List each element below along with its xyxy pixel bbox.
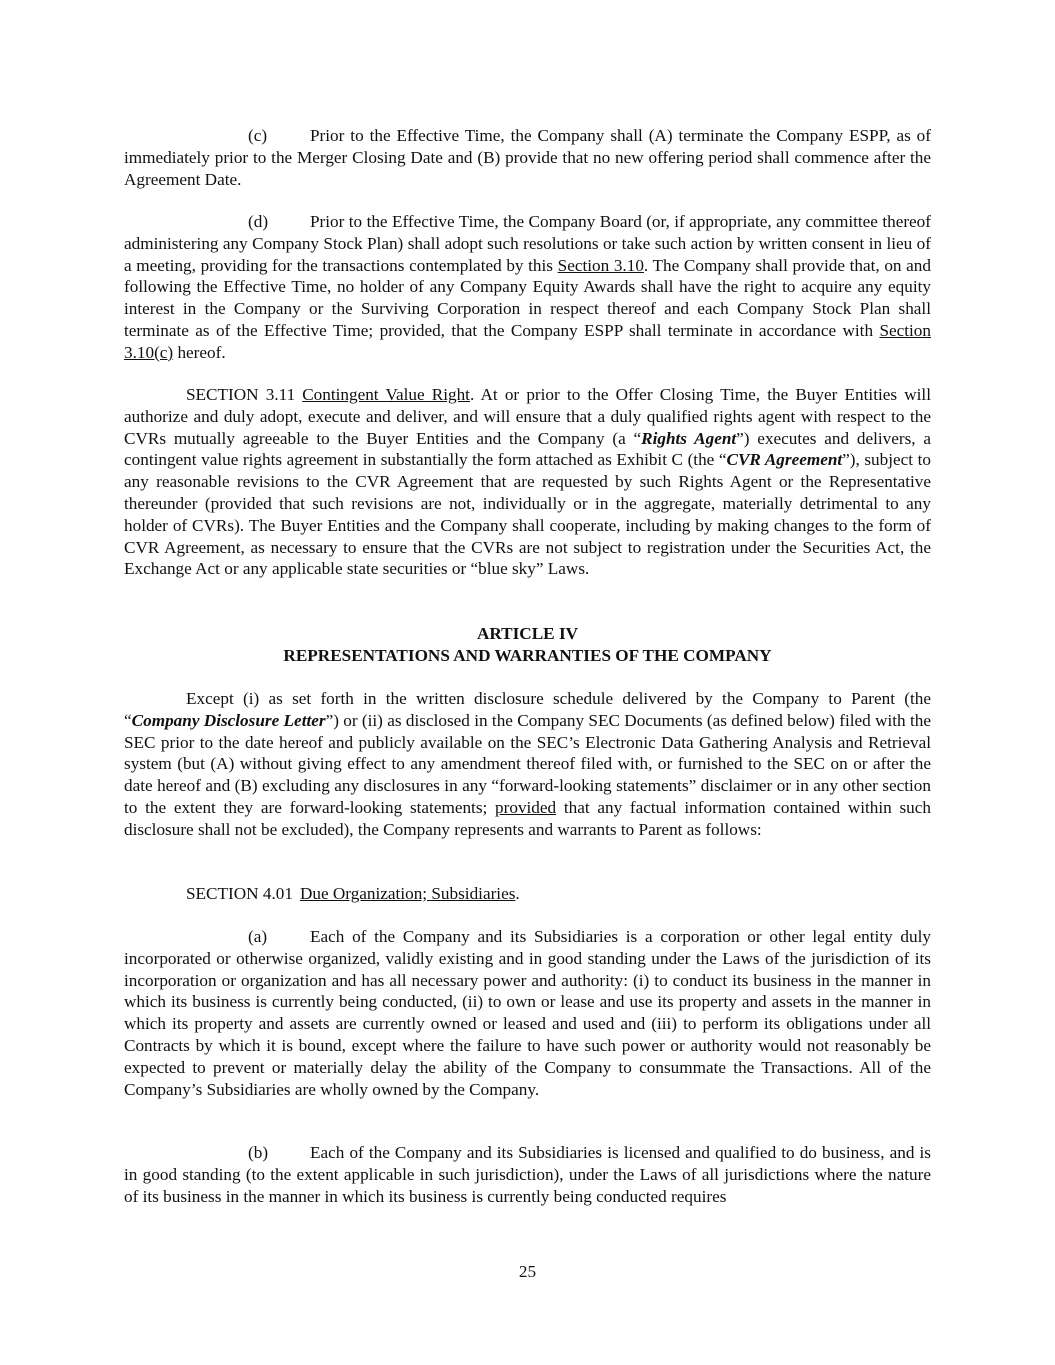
section-4-01-heading: Due Organization; Subsidiaries (299, 884, 516, 903)
paragraph-d-label: (d) (248, 212, 269, 231)
article-title: ARTICLE IV (476, 624, 579, 643)
page-number: 25 (518, 1262, 537, 1281)
paragraph-d-text-1: Prior to the Effective Time, the Company Board (or, if appropriate, any committee thereof administering any Company Stock Plan) shall adopt such resolutions or take such action by written consent in lieu of a meeting, providing for the transactions contemplated by this (124, 212, 931, 275)
section-3-10-reference: Section 3.10 (557, 255, 644, 275)
paragraph-b-label: (b) (248, 1143, 269, 1162)
article-intro (124, 688, 931, 841)
paragraph-a-label: (a) (248, 927, 268, 946)
paragraph-a (124, 926, 931, 1100)
paragraph-b-text: Each of the Company and its Subsidiaries is licensed and qualified to do business, and is in good standing (to the extent applicable in such jurisdiction), under the Laws of all jurisdictions where the nature of its business in the manner in which its business is currently being conducted requires (124, 1143, 931, 1206)
section-4-01 (124, 883, 931, 905)
intro-text-2: ”) or (ii) as disclosed in the Company SEC Documents (as defined below) filed with the SEC prior to the date hereof and publicly available on the SEC’s Electronic Data Gathering Analysis and Retrieval system (but (A) without giving effect to any amendment thereof filed with, or furnished to the SEC on or after the date hereof and (B) excluding any disclosures in any “forward-looking statements” disclaimer or in any other section to the extent they are forward-looking statements; (124, 710, 931, 817)
section-3-11-text-3: ”), subject to any reasonable revisions to the CVR Agreement that are requested by such Rights Agent or the Representative thereunder (provided that such revisions are not, individually or in the aggregate, materially detrimental to any holder of CVRs). The Buyer Entities and the Company shall cooperate, including by making changes to the form of CVR Agreement, as necessary to ensure that the CVRs are not subject to registration under the Securities Act, the Exchange Act or any applicable state securities or “blue sky” Laws. (124, 450, 931, 579)
defined-term-cvr-agreement: CVR Agreement (726, 450, 843, 470)
intro-text-1: Except (i) as set forth in the written disclosure schedule delivered by the Company to Parent (the “ (124, 689, 931, 730)
defined-term-rights-agent: Rights Agent (641, 428, 737, 448)
article-heading (124, 623, 931, 667)
paragraph-d (124, 211, 931, 364)
paragraph-c-text: Prior to the Effective Time, the Company shall (A) terminate the Company ESPP, as of immediately prior to the Merger Closing Date and (B) provide that no new offering period shall commence after the Agreement Date. (124, 126, 931, 189)
paragraph-d-text-2: . The Company shall provide that, on and following the Effective Time, no holder of any Company Equity Awards shall have the right to acquire any equity interest in the Company or the Surviving Corporation in respect thereof and each Company Stock Plan shall terminate as of the Effective Time; provided, that the Company ESPP shall terminate in accordance with (124, 255, 931, 340)
section-3-10c-reference: Section 3.10(c) (124, 320, 931, 362)
paragraph-c-label: (c) (248, 126, 268, 145)
section-4-01-end: . (515, 884, 520, 903)
section-3-11-heading: Contingent Value Right (302, 385, 470, 404)
section-4-01-number: SECTION 4.01 (186, 884, 293, 903)
provided-term: provided (495, 797, 557, 817)
paragraph-b (124, 1142, 931, 1207)
section-3-11 (124, 384, 931, 580)
paragraph-a-text: Each of the Company and its Subsidiaries is a corporation or other legal entity duly incorporated or otherwise organized, validly existing and in good standing under the Laws of the jurisdiction of its incorporation or organization and has all necessary power and authority: (i) to conduct its business in the manner in which its business is currently being conducted, (ii) to own or lease and use its property and assets in the manner in which its property and assets are currently owned or leased and used and (iii) to perform its obligations under all Contracts by which it is bound, except where the failure to have such power or authority would not reasonably be expected to prevent or materially delay the ability of the Company to consummate the Transactions. All of the Company’s Subsidiaries are wholly owned by the Company. (124, 927, 931, 1099)
paragraph-d-text-3: hereof. (173, 342, 226, 362)
section-3-11-text-2: ”) executes and delivers, a contingent value rights agreement in substantially the form attached as Exhibit C (the “ (124, 428, 931, 470)
section-3-11-number: SECTION 3.11 (186, 385, 296, 404)
intro-text-3: that any factual information contained within such disclosure shall not be excluded), the Company represents and warrants to Parent as follows: (124, 797, 931, 839)
defined-term-company-disclosure-letter: Company Disclosure Letter (131, 710, 326, 730)
article-subtitle: REPRESENTATIONS AND WARRANTIES OF THE COMPANY (283, 645, 772, 665)
paragraph-c (124, 125, 931, 190)
section-3-11-text-1: . At or prior to the Offer Closing Time, the Buyer Entities will authorize and duly adopt, execute and deliver, and will ensure that a duly qualified rights agent with respect to the CVRs mutually agreeable to the Buyer Entities and the Company (a “ (124, 385, 931, 448)
